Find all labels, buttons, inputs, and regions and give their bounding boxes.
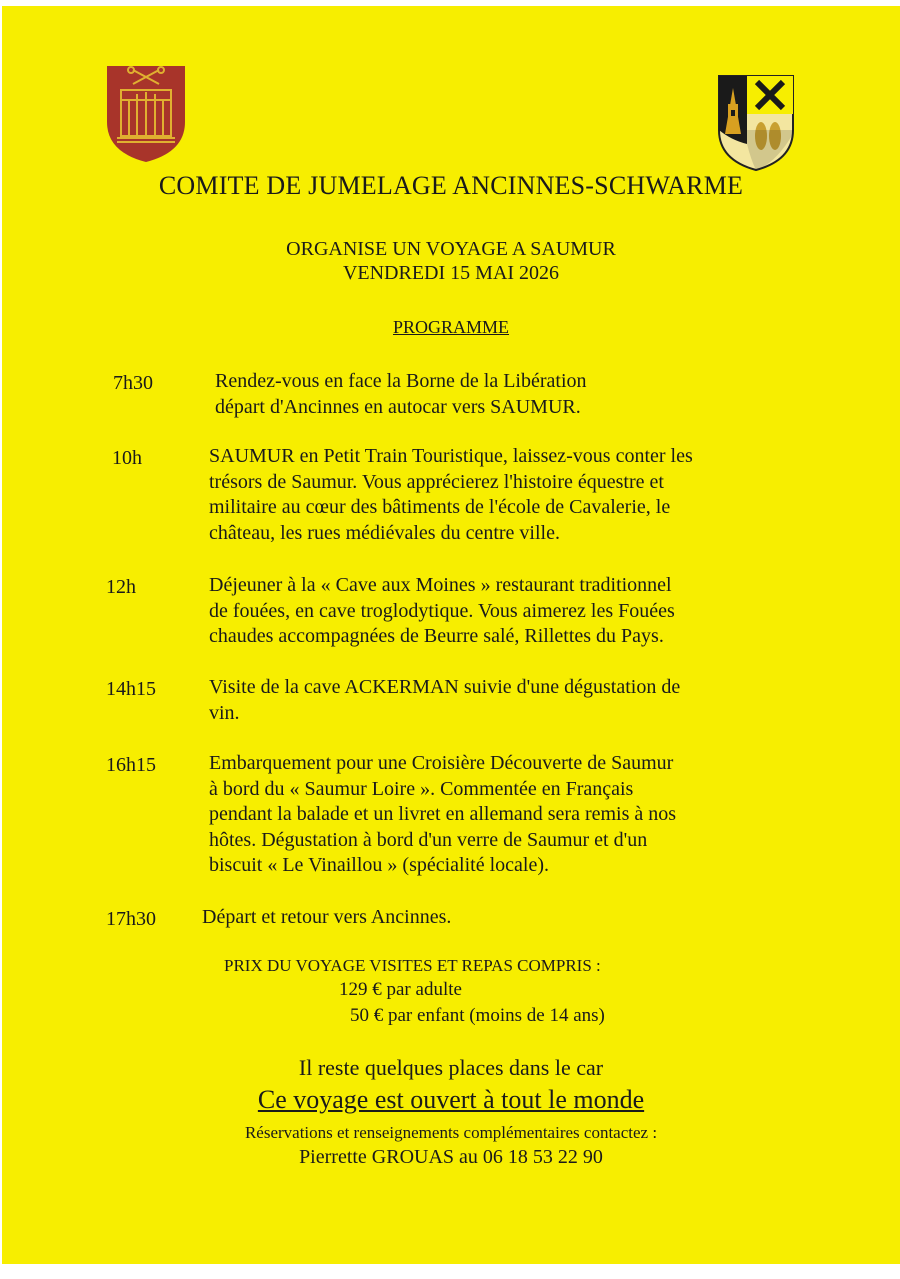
programme-time: 12h [106,576,136,598]
committee-title: COMITE DE JUMELAGE ANCINNES-SCHWARME [158,171,744,200]
programme-line: biscuit « Le Vinaillou » (spécialité locale). [209,854,549,876]
programme-time: 16h15 [106,754,156,776]
programme-time: 10h [112,447,142,469]
programme-line: chaudes accompagnées de Beurre salé, Rillettes du Pays. [209,625,664,647]
programme-line: Embarquement pour une Croisière Découverte de Saumur [209,752,674,774]
price-heading: PRIX DU VOYAGE VISITES ET REPAS COMPRIS : [224,956,601,975]
contact-phone: Pierrette GROUAS au 06 18 53 22 90 [299,1146,603,1168]
programme-line: Déjeuner à la « Cave aux Moines » restaurant traditionnel [209,574,672,596]
programme-item [202,905,451,931]
programme-line: château, les rues médiévales du centre ville. [209,521,560,544]
remaining-places-notice: Il reste quelques places dans le car [298,1055,604,1080]
programme-item [209,675,680,726]
programme-item [209,444,693,546]
programme-item [209,573,675,650]
programme-line: de fouées, en cave troglodytique. Vous aimerez les Fouées [209,599,675,622]
price-adult: 129 € par adulte [339,979,462,1000]
trip-subtitle: ORGANISE UN VOYAGE A SAUMUR [286,238,616,260]
programme-heading: PROGRAMME [392,317,510,337]
programme-line: à bord du « Saumur Loire ». Commentée en Français [209,777,634,800]
programme-time: 7h30 [113,372,153,394]
programme-line: départ d'Ancinnes en autocar vers SAUMUR. [215,395,581,418]
programme-item [209,751,676,879]
programme-line: pendant la balade et un livret en allemand sera remis à nos [209,803,677,825]
programme-line: militaire au cœur des bâtiments de l'école de Cavalerie, le [209,496,671,518]
ancinnes-coat-of-arms-icon [105,64,187,164]
programme-time: 14h15 [106,678,156,700]
programme-time: 17h30 [106,908,156,930]
programme-line: Départ et retour vers Ancinnes. [202,906,452,928]
programme-line: SAUMUR en Petit Train Touristique, laissez-vous conter les [209,445,693,467]
programme-line: Rendez-vous en face la Borne de la Libération [215,370,587,392]
open-to-all-notice: Ce voyage est ouvert à tout le monde [257,1085,645,1114]
programme-line: vin. [209,701,240,724]
reservation-info: Réservations et renseignements complémentaires contactez : [244,1123,658,1142]
flyer-page [2,6,900,1264]
price-child: 50 € par enfant (moins de 14 ans) [350,1005,605,1026]
programme-item [215,369,587,420]
programme-line: Visite de la cave ACKERMAN suivie d'une dégustation de [209,676,681,698]
programme-line: trésors de Saumur. Vous apprécierez l'histoire équestre et [209,470,664,493]
schwarme-coat-of-arms-icon [717,74,795,172]
programme-line: hôtes. Dégustation à bord d'un verre de Saumur et d'un [209,828,648,851]
trip-date: VENDREDI 15 MAI 2026 [342,262,560,284]
